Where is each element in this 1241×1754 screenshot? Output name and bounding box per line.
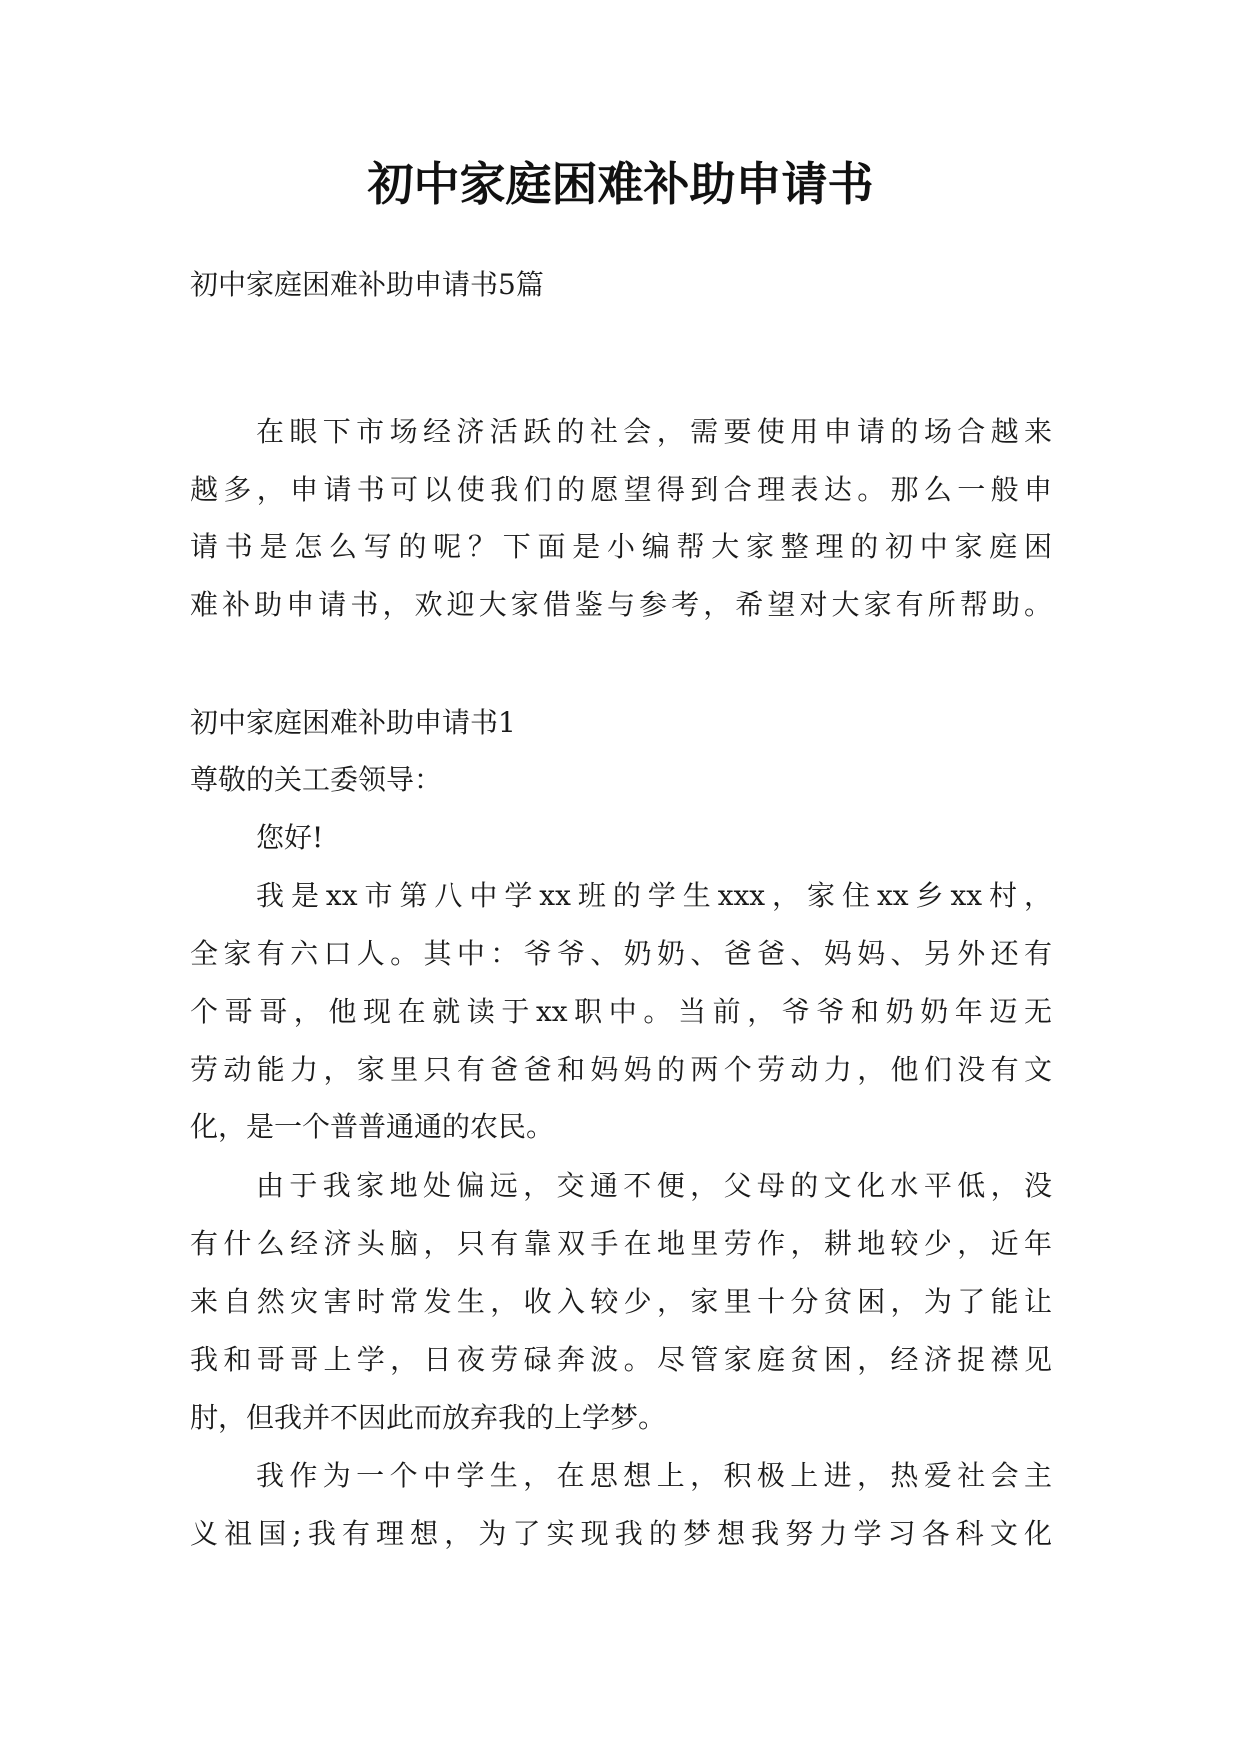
paragraph-line: 劳动能力，家里只有爸爸和妈妈的两个劳动力，他们没有文 xyxy=(190,1053,1052,1086)
paragraph-line: 来自然灾害时常发生，收入较少，家里十分贫困，为了能让 xyxy=(190,1285,1052,1318)
intro-line: 在眼下市场经济活跃的社会，需要使用申请的场合越来 xyxy=(256,415,1052,448)
intro-line: 请书是怎么写的呢？下面是小编帮大家整理的初中家庭困 xyxy=(190,530,1052,563)
paragraph-line: 个哥哥，他现在就读于xx职中。当前，爷爷和奶奶年迈无 xyxy=(190,995,1052,1028)
paragraph-line: 义祖国;我有理想，为了实现我的梦想我努力学习各科文化 xyxy=(190,1517,1052,1550)
paragraph-line: 肘，但我并不因此而放弃我的上学梦。 xyxy=(190,1401,667,1434)
paragraph-line: 我作为一个中学生，在思想上，积极上进，热爱社会主 xyxy=(256,1459,1052,1492)
salutation: 尊敬的关工委领导： xyxy=(190,763,443,796)
document-title: 初中家庭困难补助申请书 xyxy=(367,157,874,211)
paragraph-line: 我和哥哥上学，日夜劳碌奔波。尽管家庭贫困，经济捉襟见 xyxy=(190,1343,1052,1376)
paragraph-line: 有什么经济头脑，只有靠双手在地里劳作，耕地较少，近年 xyxy=(190,1227,1052,1260)
intro-line: 难补助申请书，欢迎大家借鉴与参考，希望对大家有所帮助。 xyxy=(190,588,1052,621)
greeting: 您好! xyxy=(256,821,324,854)
paragraph-line: 我是xx市第八中学xx班的学生xxx，家住xx乡xx村， xyxy=(256,879,1052,912)
section-heading: 初中家庭困难补助申请书1 xyxy=(190,706,516,739)
document-subtitle: 初中家庭困难补助申请书5篇 xyxy=(190,268,544,301)
paragraph-line: 全家有六口人。其中：爷爷、奶奶、爸爸、妈妈、另外还有 xyxy=(190,937,1052,970)
intro-line: 越多，申请书可以使我们的愿望得到合理表达。那么一般申 xyxy=(190,473,1052,506)
paragraph-line: 化，是一个普普通通的农民。 xyxy=(190,1110,555,1143)
paragraph-line: 由于我家地处偏远，交通不便，父母的文化水平低，没 xyxy=(256,1169,1052,1202)
